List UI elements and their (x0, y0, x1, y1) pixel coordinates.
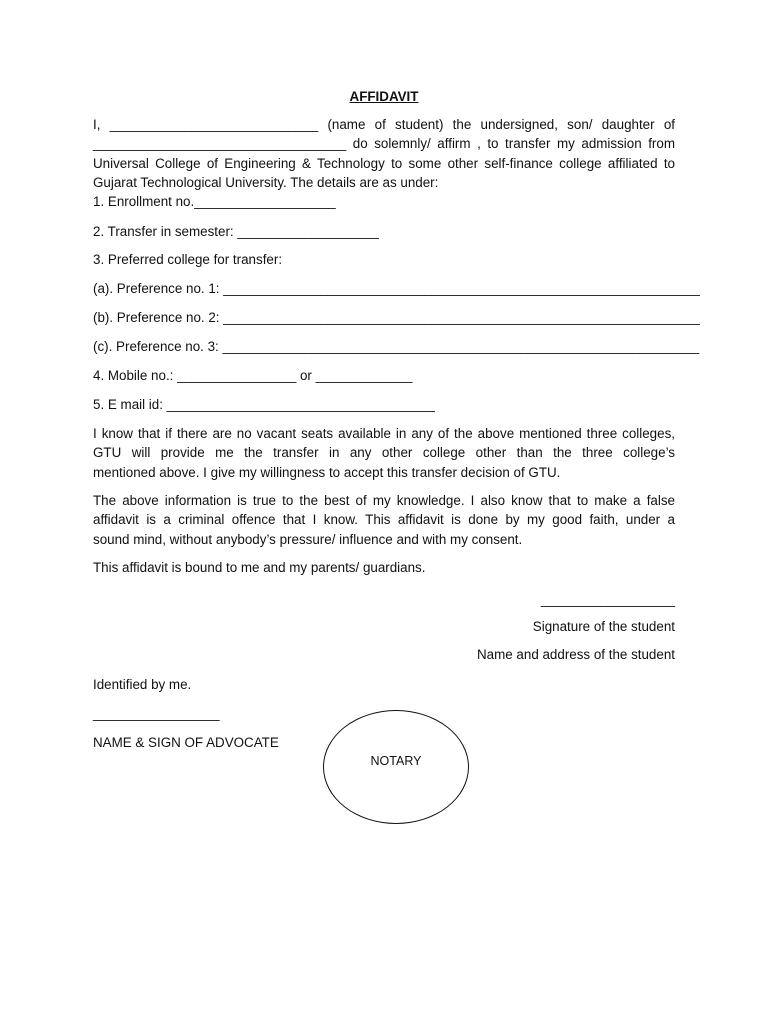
paragraph-line: The above information is true to the best of my knowledge. I also know that to make a false (93, 493, 675, 508)
semester-field: 2. Transfer in semester: ___________________ (93, 224, 379, 239)
paragraph-line: I know that if there are no vacant seats available in any of the above mentioned three colleges, (93, 426, 675, 441)
paragraph-line: sound mind, without anybody’s pressure/ influence and with my consent. (93, 531, 523, 547)
advocate-signature-line: _________________ (93, 706, 220, 721)
paragraph-line: affidavit is a criminal offence that I know. This affidavit is done by my good faith, under a (93, 512, 675, 528)
intro-line: I, ____________________________ (name of student) the undersigned, son/ daughter of (93, 117, 675, 132)
mobile-field: 4. Mobile no.: ________________ or _____________ (93, 368, 413, 383)
intro-line: Universal College of Engineering & Technology to some other self-finance college affiliated to (93, 155, 675, 171)
preference-3-field: (c). Preference no. 3: ________________________________________________________________ (93, 339, 700, 354)
identified-by-text: Identified by me. (93, 677, 192, 692)
preferred-college-heading: 3. Preferred college for transfer: (93, 252, 283, 267)
preference-2-field: (b). Preference no. 2: ________________________________________________________________ (93, 310, 700, 325)
transfer-paragraph (93, 424, 675, 482)
signature-label: Signature of the student (532, 619, 675, 634)
intro-line: Gujarat Technological University. The details are as under: (93, 174, 439, 190)
notary-seal-circle (323, 710, 469, 824)
declaration-paragraph (93, 491, 675, 549)
intro-paragraph (93, 115, 675, 192)
signature-line: __________________ (540, 592, 675, 607)
notary-label: NOTARY (370, 754, 422, 768)
paragraph-line: mentioned above. I give my willingness to accept this transfer decision of GTU. (93, 464, 561, 480)
email-field: 5. E mail id: ____________________________________ (93, 397, 435, 412)
advocate-label: NAME & SIGN OF ADVOCATE (93, 735, 279, 750)
name-address-label: Name and address of the student (476, 647, 675, 662)
intro-line: __________________________________ do solemnly/ affirm , to transfer my admission from (93, 136, 675, 152)
binding-statement: This affidavit is bound to me and my parents/ guardians. (93, 560, 426, 575)
enrollment-field: 1. Enrollment no.___________________ (93, 194, 336, 209)
paragraph-line: GTU will provide me the transfer in any other college other than the three college’s (93, 445, 675, 461)
document-title: AFFIDAVIT (349, 89, 419, 104)
preference-1-field: (a). Preference no. 1: ________________________________________________________________ (93, 281, 700, 296)
